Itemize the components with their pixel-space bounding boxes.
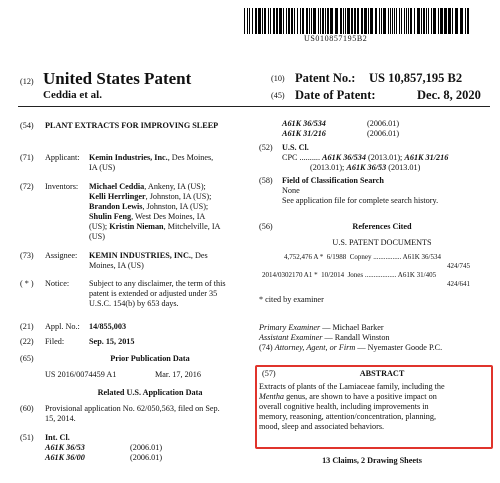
attorney-label: Attorney, Agent, or Firm <box>274 343 356 352</box>
ref-name: Jones <box>347 271 364 279</box>
field-label: Field of Classification Search <box>282 176 384 185</box>
abstract-line: overall cognitive health, including improvements in <box>259 402 429 411</box>
cited-by-examiner: * cited by examiner <box>259 295 324 304</box>
attorney-value: — Nyemaster Goode P.C. <box>355 343 443 352</box>
assistant-value: — Randall Winston <box>322 333 390 342</box>
notice-line: patent is extended or adjusted under 35 <box>89 289 218 298</box>
cpc-version: (2013.01); <box>365 153 405 162</box>
reference-row <box>284 253 441 262</box>
uscl-code: (52) <box>259 143 273 152</box>
cpc-version: (2013.01); <box>310 163 347 172</box>
notice-code: ( * ) <box>20 279 34 288</box>
patno-code: (10) <box>271 74 285 83</box>
intcl-class: A61K 36/53 <box>45 443 85 452</box>
ref-number: 2014/0302170 A1 * <box>262 271 318 279</box>
claims-summary: 13 Claims, 2 Drawing Sheets <box>322 456 422 465</box>
related-heading: Related U.S. Application Data <box>97 388 203 397</box>
intcl-version: (2006.01) <box>130 453 163 462</box>
provisional-line: Provisional application No. 62/050,563, filed on Sep. <box>45 404 220 413</box>
inventor-name: Brandon Lewis <box>89 202 143 211</box>
inventor-line: (US) <box>89 232 105 241</box>
cl-version: (2006.01) <box>367 129 400 138</box>
ref-name: Copney <box>349 253 372 261</box>
inventor-name: Shulin Feng <box>89 212 132 221</box>
ref-class: A61K 36/534 <box>402 253 441 261</box>
cpc-class: A61K 36/534 <box>322 153 366 162</box>
filed-value: Sep. 15, 2015 <box>89 337 135 346</box>
abstract-line: Extracts of plants of the Lamiaceae family, including the <box>259 382 445 391</box>
intcl-code: (51) <box>20 433 34 442</box>
cpc-class: A61K 31/216 <box>404 153 449 162</box>
assignee-line1 <box>89 251 208 261</box>
uscl-label: U.S. Cl. <box>282 143 309 152</box>
inventors-code: (72) <box>20 182 34 191</box>
abstract-line: memory, reasoning, attention/concentration, planning, <box>259 412 437 421</box>
reference-row <box>262 271 436 280</box>
notice-label: Notice: <box>45 279 70 288</box>
field-code: (58) <box>259 176 273 185</box>
appl-code: (21) <box>20 322 34 331</box>
applicant-location: , Des Moines, <box>167 153 214 162</box>
assignee-location: , Des <box>190 251 208 260</box>
cpc-label: CPC <box>282 153 298 162</box>
assignee-name: KEMIN INDUSTRIES, INC. <box>89 251 191 260</box>
ref-dots: ................ <box>373 253 402 261</box>
applicant-label: Applicant: <box>45 153 80 162</box>
inventor-line <box>89 192 211 202</box>
ref-dots: .................. <box>364 271 397 279</box>
field-none: None <box>282 186 300 195</box>
date-value: Dec. 8, 2020 <box>417 88 481 102</box>
authors: Ceddia et al. <box>43 89 102 101</box>
abstract-text: genus, are shown to have a positive impact on <box>284 392 437 401</box>
abstract-heading: ABSTRACT <box>359 369 405 378</box>
inventor-line <box>89 222 220 232</box>
ref-number: 4,752,476 A * <box>284 253 324 261</box>
patno-value: US 10,857,195 B2 <box>369 71 463 85</box>
assistant-examiner <box>259 333 390 343</box>
cpc-line <box>310 163 420 173</box>
patent-title-banner: United States Patent <box>43 69 192 88</box>
title-code: (54) <box>20 121 34 130</box>
appl-label: Appl. No.: <box>45 322 80 331</box>
prior-publication: US 2016/0074459 A1 <box>45 370 117 379</box>
header-divider <box>18 106 490 107</box>
abstract-line: mood, sleep and associated behaviors. <box>259 422 385 431</box>
refs-code: (56) <box>259 222 273 231</box>
barcode <box>244 8 470 34</box>
assignee-line2: Moines, IA (US) <box>89 261 144 270</box>
primary-label: Primary Examiner <box>259 323 321 332</box>
patno-label: Patent No.: <box>295 71 356 85</box>
prior-heading: Prior Publication Data <box>110 354 190 363</box>
inventor-name: Kelli Herrlinger <box>89 192 146 201</box>
barcode-number: US010857195B2 <box>304 34 368 43</box>
primary-examiner <box>259 323 384 333</box>
assistant-label: Assistant Examiner <box>259 333 323 342</box>
attorney-code: (74) <box>259 343 273 352</box>
ref-date: 10/2014 <box>321 271 345 279</box>
inventor-location: , Johnston, IA (US); <box>142 202 209 211</box>
applicant-line2: IA (US) <box>89 163 116 172</box>
abstract-line <box>259 392 437 402</box>
inventor-line <box>89 202 208 212</box>
cpc-class: A61K 36/53 <box>346 163 387 172</box>
ref-class: A61K 31/405 <box>397 271 437 279</box>
assignee-label: Assignee: <box>45 251 78 260</box>
inventor-location: , West Des Moines, IA <box>131 212 206 221</box>
date-code: (45) <box>271 91 285 100</box>
inventor-line <box>89 212 205 222</box>
usdocs-heading: U.S. PATENT DOCUMENTS <box>332 238 432 247</box>
prior-date: Mar. 17, 2016 <box>155 370 201 379</box>
ref-date: 6/1988 <box>326 253 347 261</box>
intcl-class: A61K 36/00 <box>45 453 85 462</box>
prior-code: (65) <box>20 354 34 363</box>
primary-value: — Michael Barker <box>320 323 384 332</box>
cl-version: (2006.01) <box>367 119 400 128</box>
cl-class: A61K 31/216 <box>282 129 326 138</box>
applicant-line1 <box>89 153 213 163</box>
attorney-line <box>259 343 442 353</box>
notice-line: U.S.C. 154(b) by 653 days. <box>89 299 179 308</box>
inventor-name: Michael Ceddia <box>89 182 145 191</box>
provisional-line: 15, 2014. <box>45 414 76 423</box>
abstract-code: (57) <box>262 369 276 378</box>
cl-class: A61K 36/534 <box>282 119 326 128</box>
inventor-line <box>89 182 206 192</box>
notice-line: Subject to any disclaimer, the term of this <box>89 279 226 288</box>
filed-code: (22) <box>20 337 34 346</box>
document-kind-code: (12) <box>20 77 34 86</box>
date-label: Date of Patent: <box>295 88 376 102</box>
provisional-code: (60) <box>20 404 34 413</box>
field-see: See application file for complete search history. <box>282 196 439 205</box>
cpc-dots: .......... <box>299 153 320 162</box>
filed-label: Filed: <box>45 337 65 346</box>
intcl-label: Int. Cl. <box>45 433 70 442</box>
ref-class-2: 424/745 <box>447 262 470 270</box>
inventor-location: , Mitchelville, IA <box>163 222 221 231</box>
inventor-prefix: (US); <box>89 222 110 231</box>
inventor-location: , Johnston, IA (US); <box>145 192 212 201</box>
applicant-name: Kemin Industries, Inc. <box>89 153 168 162</box>
assignee-code: (73) <box>20 251 34 260</box>
inventor-location: , Ankeny, IA (US); <box>144 182 206 191</box>
cpc-version: (2013.01) <box>386 163 421 172</box>
refs-heading: References Cited <box>352 222 412 231</box>
inventors-label: Inventors: <box>45 182 79 191</box>
invention-title: PLANT EXTRACTS FOR IMPROVING SLEEP <box>45 121 219 130</box>
applicant-code: (71) <box>20 153 34 162</box>
cpc-line <box>282 153 448 163</box>
inventor-name: Kristin Nieman <box>109 222 164 231</box>
abstract-genus: Mentha <box>259 392 285 401</box>
ref-class-2: 424/641 <box>447 280 470 288</box>
appl-value: 14/855,003 <box>89 322 127 331</box>
intcl-version: (2006.01) <box>130 443 163 452</box>
